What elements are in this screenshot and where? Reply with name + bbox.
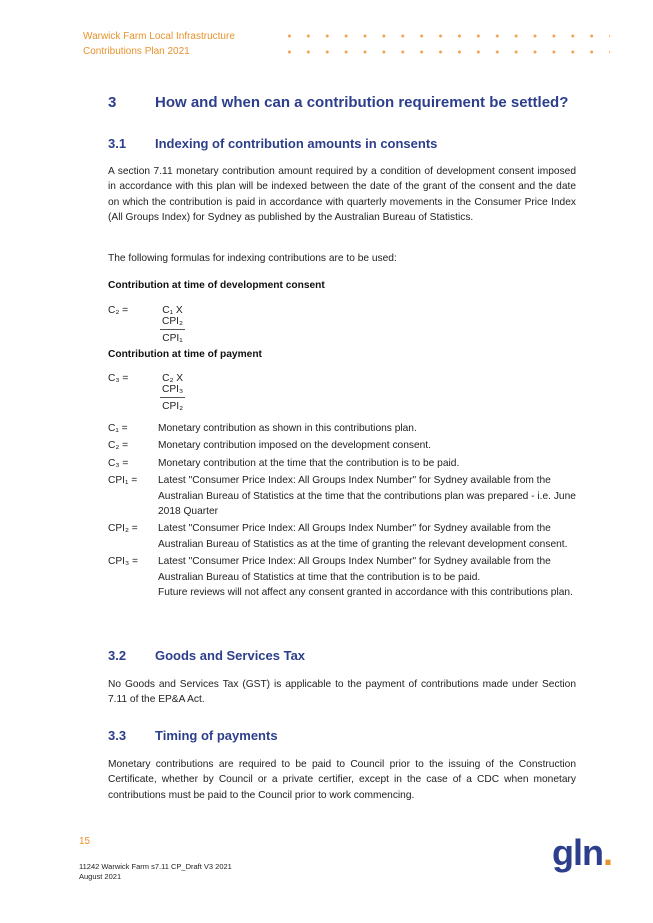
formula-numerator: C₁ X CPI₂ bbox=[160, 305, 185, 330]
formula-numerator: C₂ X CPI₃ bbox=[160, 373, 185, 398]
definition-text bbox=[158, 554, 578, 600]
subsection-title: Indexing of contribution amounts in consents bbox=[155, 136, 438, 151]
definition-row bbox=[108, 438, 578, 453]
subsection-heading-3-3 bbox=[108, 728, 278, 743]
subsection-heading-3-2 bbox=[108, 648, 305, 663]
definition-symbol: CPI₁ = bbox=[108, 475, 138, 487]
definition-text: Monetary contribution as shown in this contributions plan. bbox=[158, 423, 417, 434]
footer-doc-ref: 11242 Warwick Farm s7.11 CP_Draft V3 2021 bbox=[79, 862, 232, 871]
definition-row bbox=[108, 421, 578, 436]
definition-text: Latest "Consumer Price Index: All Groups Index Number" for Sydney available from the Australian Bureau of Statistics at the time that the contributions plan was prepared - i.e. June 2018 Quarter bbox=[158, 475, 576, 518]
definition-symbol: CPI₃ = bbox=[108, 556, 138, 568]
definitions-list bbox=[108, 421, 578, 602]
definition-row bbox=[108, 473, 578, 519]
header-line-2: Contributions Plan 2021 bbox=[83, 46, 190, 57]
page-number: 15 bbox=[79, 836, 91, 847]
formula-denominator: CPI₂ bbox=[162, 401, 184, 412]
definition-text: Monetary contribution imposed on the development consent. bbox=[158, 440, 431, 452]
definition-text-main: Latest "Consumer Price Index: All Groups Index Number" for Sydney available from the Australian Bureau of Statistics at time that the contribution is to be paid. bbox=[158, 556, 551, 583]
formulas-intro: The following formulas for indexing contributions are to be used: bbox=[108, 253, 397, 264]
definition-symbol: CPI₂ = bbox=[108, 523, 138, 535]
footer-info bbox=[79, 862, 232, 882]
subsection-title: Timing of payments bbox=[155, 728, 278, 743]
definition-symbol: C₁ = bbox=[108, 423, 128, 434]
timing-paragraph: Monetary contributions are required to be paid to Council prior to the issuing of the Construction Certificate, whether by Council or a private certifier, except in the case of a CDC when monetary contributions must be paid to the Council prior to work commencing. bbox=[108, 759, 576, 801]
footer-date: August 2021 bbox=[79, 872, 122, 881]
subsection-heading-3-1 bbox=[108, 136, 437, 151]
definition-row bbox=[108, 554, 578, 600]
header-line-1: Warwick Farm Local Infrastructure bbox=[83, 31, 235, 42]
definition-row bbox=[108, 521, 578, 552]
gst-paragraph: No Goods and Services Tax (GST) is applicable to the payment of contributions made under Section 7.11 of the EP&A Act. bbox=[108, 679, 576, 706]
formula-fraction bbox=[160, 305, 185, 344]
formula-fraction bbox=[160, 373, 185, 412]
formula-lhs: C₂ = bbox=[108, 305, 129, 316]
indexing-paragraph: A section 7.11 monetary contribution amount required by a condition of development consent imposed in accordance with this plan will be indexed between the date of the grant of the consent and the date on which the contribution is paid in accordance with quarterly movements in the Consumer Price Index (All Groups Index) for Sydney as published by the Australian Bureau of Statistics. bbox=[108, 166, 576, 223]
definition-row bbox=[108, 456, 578, 471]
header-title bbox=[83, 29, 235, 59]
section-title: How and when can a contribution requirement be settled? bbox=[155, 94, 569, 111]
definition-symbol: C₃ = bbox=[108, 457, 129, 469]
definition-text: Monetary contribution at the time that the contribution is to be paid. bbox=[158, 457, 460, 469]
subsection-title: Goods and Services Tax bbox=[155, 648, 306, 663]
subsection-number: 3.2 bbox=[108, 648, 127, 663]
section-heading-3 bbox=[108, 94, 568, 111]
header-dot-pattern bbox=[280, 28, 610, 56]
label-development-consent: Contribution at time of development consent bbox=[108, 280, 325, 291]
formula-denominator: CPI₁ bbox=[162, 333, 183, 344]
reviews-note: Future reviews will not affect any consent granted in accordance with this contributions plan. bbox=[158, 587, 573, 599]
logo-text: gln bbox=[552, 832, 603, 873]
definition-symbol: C₂ = bbox=[108, 440, 129, 452]
logo-dot: . bbox=[602, 832, 612, 873]
formula-lhs: C₃ = bbox=[108, 373, 129, 384]
gln-logo bbox=[552, 833, 612, 873]
subsection-number: 3.1 bbox=[108, 136, 127, 151]
section-number: 3 bbox=[108, 94, 117, 111]
definition-text: Latest "Consumer Price Index: All Groups Index Number" for Sydney available from the Australian Bureau of Statistics as at the time of granting the relevant development consent. bbox=[158, 523, 568, 550]
subsection-number: 3.3 bbox=[108, 728, 127, 743]
label-time-of-payment: Contribution at time of payment bbox=[108, 349, 262, 360]
